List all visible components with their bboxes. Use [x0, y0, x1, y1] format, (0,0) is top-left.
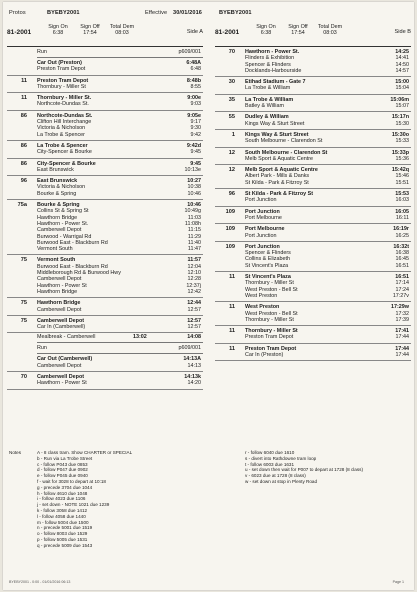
trip-block: [7, 354, 203, 372]
stop-name: Camberwell Depot: [37, 306, 82, 313]
trip-block: [7, 298, 203, 316]
stop-name: Docklands-Harbourside: [245, 67, 302, 74]
stop-time: 11:47: [187, 246, 201, 253]
trip-block: [7, 200, 203, 255]
stop-name: Kings Way & Sturt Street: [245, 120, 305, 127]
stop-name: St Kilda - Park & Fitzroy St: [245, 191, 313, 198]
timing-point: [245, 156, 411, 162]
timing-point: [245, 334, 411, 340]
trip-block: [215, 207, 411, 225]
trip-block: [215, 130, 411, 148]
stop-time: 17:44: [395, 334, 409, 341]
stop-name: Thornbury - Miller St: [245, 280, 294, 287]
stop-name: Hawthorn - Power St.: [245, 49, 300, 55]
stop-name: Victoria & Nicholson: [37, 184, 86, 191]
note-line: p - follow 5005 due 1531: [37, 536, 88, 542]
stop-time: 11:29: [187, 233, 201, 240]
stop-name: South Melbourne - Clarendon St: [245, 138, 323, 145]
note-line: k - follow 3058 due 1412: [37, 507, 88, 513]
stop-time: 12:28: [187, 276, 201, 283]
stop-name: Collins & Elizabeth: [245, 256, 290, 263]
stop-time: 10:27: [187, 178, 201, 185]
stop-time: 9:42d: [186, 142, 201, 149]
stop-name: South Melbourne - Clarendon St: [245, 149, 328, 156]
stop-time: 14:13A: [183, 356, 201, 363]
timing-point: [37, 324, 203, 330]
stop-time: 15:51: [395, 179, 409, 186]
stop-name: West Preston - Bell St: [245, 310, 298, 317]
notes-label: Notes: [9, 450, 22, 455]
stop-time: 12:04: [187, 263, 201, 270]
stop-name: Melb Sport & Aquatic Centre: [245, 155, 314, 162]
stop-name: West Preston - Bell St: [245, 286, 298, 293]
stop-time: 16:05: [395, 208, 409, 215]
stop-time: 12:57: [187, 317, 201, 324]
run-header-2: Run p609/001: [37, 343, 203, 354]
stop-time: 9:45: [190, 149, 201, 156]
stop-name: West Preston: [245, 292, 278, 299]
route-number: 11: [229, 274, 235, 281]
trip-block: [215, 272, 411, 302]
stop-name: Thornbury - Miller St: [245, 316, 294, 323]
stop-time: 9:30: [190, 125, 201, 132]
stop-name: City-Spencer & Bourke: [37, 149, 92, 156]
stop-time: 10:13e: [184, 166, 201, 173]
stop-time: 17:32: [395, 310, 409, 317]
stop-name: Melb Sport & Aquatic Centre: [245, 167, 318, 174]
timing-point: [37, 132, 203, 138]
trip-block: [7, 176, 203, 200]
sign-off: Sign Off 17:54: [80, 24, 100, 36]
stop-name: Hawthorn - Power St: [37, 380, 87, 387]
stop-time: 15:42q: [391, 167, 409, 174]
timing-point: [37, 246, 203, 252]
note-line: n - precede 5001 due 1519: [37, 525, 93, 531]
stop-time: 15:30o: [391, 131, 409, 138]
stop-time: 6:48: [190, 66, 201, 73]
timing-point: [245, 103, 411, 109]
stop-name: Burwood East - Blackburn Rd: [37, 239, 108, 246]
stop-time: 15:36: [395, 155, 409, 162]
stop-name: West Preston: [245, 304, 280, 311]
route-number: 75a: [17, 202, 27, 209]
stop-time: 9:03: [190, 101, 201, 108]
stop-name: Bourke & Spring: [37, 202, 80, 209]
stop-name: La Trobe & William: [245, 85, 291, 92]
stop-time: 16:11: [395, 214, 409, 221]
stop-name: Camberwell Depot: [37, 276, 82, 283]
stop-name: Camberwell Depot: [37, 362, 82, 369]
trip-block: [215, 302, 411, 326]
stop-time: 15:07: [395, 103, 409, 110]
stop-name: Camberwell Depot: [37, 317, 85, 324]
stop-name: Victoria & Nicholson: [37, 125, 86, 132]
timing-point: [37, 167, 203, 173]
stop-time: 11:03: [187, 214, 201, 221]
stop-time: 8:48b: [186, 77, 201, 84]
stop-time: 11:57: [187, 257, 201, 264]
stop-time: 10:46: [187, 190, 201, 197]
stop-time: 14:25: [395, 49, 409, 55]
stop-name: Hawthorn Bridge: [37, 214, 78, 221]
stop-name: Northcote-Dundas St.: [37, 112, 93, 119]
sign-on: Sign On 6:38: [256, 24, 276, 36]
route-number: 1: [231, 131, 235, 138]
side-b-duty-header: [215, 24, 411, 47]
route-number: 11: [229, 304, 235, 311]
trip-block: [215, 189, 411, 207]
note-line: c - follow P043 due 0853: [37, 461, 88, 467]
timing-point: [245, 138, 411, 144]
route-number: 109: [225, 208, 235, 215]
note-line: e - follow P045 due 0940: [37, 473, 88, 479]
stop-name: Port Junction: [245, 243, 280, 250]
note-line: l - follow 4058 due 1440: [37, 513, 86, 519]
header-right-code: BYEBY2001: [219, 10, 252, 16]
timing-point: [245, 121, 411, 127]
duty-id: 81-2001: [215, 29, 240, 36]
stop-time: 14:57: [395, 67, 409, 74]
timetable-page: [3, 2, 414, 590]
total-dem: Total Dem 08:03: [109, 24, 135, 36]
side-b-column: [215, 24, 411, 361]
timing-point: [37, 84, 203, 90]
stop-time: 16:38: [395, 250, 409, 257]
trip-block: [215, 112, 411, 130]
footer-right: Page 1: [392, 580, 404, 584]
stop-time: 14:41: [395, 55, 409, 62]
timing-point: [37, 289, 203, 295]
stop-name: City-Spencer & Bourke: [37, 160, 96, 167]
stop-name: Preston Tram Depot: [245, 345, 297, 352]
timing-point: [37, 380, 203, 386]
stop-time: 16:25: [395, 232, 409, 239]
timing-point: [245, 68, 411, 74]
trip-block: [7, 141, 203, 159]
trip-block: [215, 224, 411, 242]
timing-point: [245, 197, 411, 203]
stop-time: 14:13k: [184, 373, 201, 380]
timing-point: [37, 363, 203, 369]
timing-point: [245, 263, 411, 269]
header-left-label: Protos: [9, 10, 26, 16]
timing-point: [37, 307, 203, 313]
stop-time: 16:51: [395, 274, 409, 281]
timing-point: [245, 352, 411, 358]
duty-id: 81-2001: [7, 29, 32, 36]
stop-time: 17:27v: [392, 292, 409, 299]
route-number: 11: [229, 345, 235, 352]
stop-time: 17:41: [395, 328, 409, 335]
timing-point: [245, 317, 411, 323]
stop-name: Car Out (Camberwell): [37, 356, 93, 363]
stop-time: 17:44: [395, 345, 409, 352]
timing-point: [245, 180, 411, 186]
header-left-code: BYEBY2001: [47, 10, 80, 16]
stop-name: Vermont South: [37, 246, 73, 253]
stop-time: 11:40: [187, 239, 201, 246]
note-line: A - 8 class tram. Show CHARTER or SPECIAL: [37, 450, 133, 455]
stop-name: Car Out (Preston): [37, 60, 82, 66]
stop-name: Camberwell Depot: [37, 227, 82, 234]
trip-block: [7, 159, 203, 177]
note-line: i - follow 4023 due 1106: [37, 496, 86, 502]
stop-time: 11:08h: [184, 220, 201, 227]
stop-name: Hawthorn Bridge: [37, 288, 78, 295]
route-number: 75: [20, 257, 27, 264]
stop-time: 12:10: [187, 270, 201, 277]
stop-time: 10:38: [187, 184, 201, 191]
stop-time: 15:00: [395, 79, 409, 86]
stop-time: 14:50: [395, 61, 409, 68]
stop-time: 12:42: [187, 288, 201, 295]
stop-name: Bourke & Spring: [37, 190, 77, 197]
stop-name: St Vincent's Plaza: [245, 274, 291, 281]
stop-time: 16:19r: [393, 226, 409, 233]
stop-time: 9:05e: [187, 112, 201, 119]
stop-name: Hawthorn - Power St: [37, 282, 87, 289]
route-number: 109: [225, 243, 235, 250]
stop-time: 12:37j: [186, 282, 201, 289]
stop-time: 17:29w: [391, 304, 409, 311]
stop-name: Hawthorn - Power St.: [37, 220, 89, 227]
note-line: h - follow 4610 due 1048: [37, 490, 88, 496]
trip-block: [215, 344, 411, 362]
stop-time: 15:30: [395, 120, 409, 127]
note-line: w - set down at stop in Plenty Road: [245, 478, 318, 484]
route-number: 35: [228, 96, 235, 103]
stop-time: 9:17: [190, 119, 201, 126]
stop-time: 8:55: [190, 83, 201, 90]
stop-time: 17:14: [395, 280, 409, 287]
timing-point: [37, 191, 203, 197]
timing-point: [245, 233, 411, 239]
note-line: u - set down then wait for P007 to depart at 1728 (8 class): [245, 467, 363, 473]
stop-time: 14:20: [187, 380, 201, 387]
timing-point: [245, 293, 411, 299]
stop-name: St Kilda - Park & Fitzroy St: [245, 179, 309, 186]
stop-name: Spencer & Flinders: [245, 250, 291, 257]
stop-name: Thornbury - Miller St.: [37, 95, 92, 102]
route-number: 70: [20, 373, 27, 380]
stop-name: Preston Tram Depot: [37, 77, 89, 84]
stop-time: 16:45: [395, 256, 409, 263]
route-number: 30: [228, 79, 235, 86]
stop-name: Thornbury - Miller St: [245, 328, 298, 335]
stop-name: Camberwell Depot: [37, 373, 85, 380]
trip-block: [215, 77, 411, 95]
stop-time: 9:45: [190, 160, 201, 167]
route-number: 75: [20, 317, 27, 324]
stop-name: Hawthorn Bridge: [37, 300, 81, 307]
note-line: r - follow 6040 due 1610: [245, 450, 295, 455]
stop-name: Port Melbourne: [245, 214, 282, 221]
stop-time: 16:32t: [393, 243, 409, 250]
stop-time: 14:13: [187, 362, 201, 369]
stop-name: La Trobe & Spencer: [37, 142, 88, 149]
route-number: 70: [228, 49, 235, 55]
stop-name: Port Junction: [245, 232, 277, 239]
side-a-duty-header: [7, 24, 203, 47]
route-number: 11: [21, 77, 27, 84]
stop-name: East Brunswick: [37, 178, 78, 185]
route-number: 12: [228, 149, 235, 156]
stop-name: Middleborough Rd & Burwood Hwy: [37, 270, 121, 277]
stop-time: 15:46: [395, 173, 409, 180]
trip-block: [215, 95, 411, 113]
route-number: 55: [228, 114, 235, 121]
route-number: 109: [225, 226, 235, 233]
note-line: f - wait for 3028 to depart at 10:18: [37, 478, 106, 484]
route-number: 12: [228, 167, 235, 174]
stop-name: East Brunswick: [37, 166, 74, 173]
stop-name: Preston Tram Depot: [245, 334, 294, 341]
note-line: o - follow 8003 due 1529: [37, 531, 88, 537]
stop-name: Batley & William: [245, 103, 284, 110]
total-dem: Total Dem 08:03: [317, 24, 343, 36]
stop-time: 17:39: [395, 316, 409, 323]
timing-point: [37, 66, 203, 72]
stop-name: Preston Tram Depot: [37, 66, 86, 73]
trip-block: [215, 148, 411, 166]
route-number: 75: [20, 300, 27, 307]
timing-point: [245, 85, 411, 91]
stop-time: 10:46: [187, 202, 201, 209]
stop-time: 15:53: [395, 191, 409, 198]
stop-name: Etihad Stadium - Gate 7: [245, 79, 306, 86]
footer-left: BYEBY2001 - 0:00 - 01/01/2016 06:13: [9, 580, 71, 584]
stop-name: Car In (Preston): [245, 351, 284, 358]
note-line: t - follow 6003 due 1631: [245, 461, 295, 467]
timing-point: [245, 215, 411, 221]
stop-name: Thornbury - Miller St: [37, 83, 86, 90]
stop-time: 15:17n: [391, 114, 409, 121]
stop-time: 15:06m: [390, 96, 409, 103]
stop-name: Kings Way & Sturt Street: [245, 131, 309, 138]
route-number: 11: [229, 328, 235, 335]
stop-time: 10:49g: [184, 208, 201, 215]
sign-off: Sign Off 17:54: [288, 24, 308, 36]
stop-time: 12:57: [187, 306, 201, 313]
note-line: m - follow 5004 due 1500: [37, 519, 89, 525]
trip-block: [215, 165, 411, 189]
stop-time: 9:00e: [187, 95, 201, 102]
stop-time: 15:33p: [391, 149, 409, 156]
note-line: b - Run via La Trobe Street: [37, 455, 93, 461]
trip-block: [7, 255, 203, 298]
stop-name: Albert Park - Mills & Danks: [245, 173, 310, 180]
stop-name: Burwood - Warrigal Rd: [37, 233, 92, 240]
stop-time: 16:51: [395, 262, 409, 269]
meal-break: Mealbreak - Camberwell 13:02 14:08: [37, 333, 203, 343]
stop-name: St Vincent's Plaza: [245, 262, 289, 269]
run-header: Run p609/001: [37, 47, 203, 58]
stop-time: 6:48A: [186, 60, 201, 66]
note-line: d - follow P047 due 0902: [37, 467, 88, 473]
stop-time: 17:24: [395, 286, 409, 293]
stop-time: 17:44: [395, 351, 409, 358]
stop-time: 12:57: [187, 324, 201, 331]
trip-block: [7, 111, 203, 141]
note-line: g - precede 3704 due 1044: [37, 484, 93, 490]
trip-block: [7, 93, 203, 111]
stop-time: 15:04: [395, 85, 409, 92]
trip-block: [7, 316, 203, 334]
stop-time: 16:03: [395, 197, 409, 204]
stop-name: Port Junction: [245, 208, 280, 215]
route-number: 96: [228, 191, 235, 198]
stop-name: Dudley & William: [245, 114, 289, 121]
stop-name: Clifton Hill Interchange: [37, 119, 92, 126]
note-line: s - divert into Rathdowne tram loop: [245, 455, 317, 461]
trip-block: [215, 326, 411, 344]
stop-name: Flinders & Exhibition: [245, 55, 295, 62]
route-number: 86: [20, 142, 27, 149]
stop-name: Port Melbourne: [245, 226, 285, 233]
stop-name: Spencer & Flinders: [245, 61, 291, 68]
timing-point: [37, 149, 203, 155]
side-label: Side B: [394, 29, 411, 35]
stop-name: La Trobe & Spencer: [37, 131, 85, 138]
route-number: 86: [20, 160, 27, 167]
effective-label: Effective: [145, 10, 168, 16]
route-number: 96: [20, 178, 27, 185]
route-number: 11: [21, 95, 27, 102]
trip-block: [7, 76, 203, 94]
sign-on: Sign On 6:38: [48, 24, 68, 36]
side-label: Side A: [186, 29, 203, 35]
stop-name: Car In (Camberwell): [37, 324, 86, 331]
stop-name: La Trobe & William: [245, 96, 294, 103]
trip-block: [7, 58, 203, 76]
trip-block: [215, 242, 411, 272]
effective-date: 30/01/2016: [173, 10, 202, 16]
route-number: 86: [20, 112, 27, 119]
note-line: q - precede 5009 due 1543: [37, 542, 93, 548]
stop-name: Burwood East - Blackburn Rd: [37, 263, 108, 270]
note-line: j - set down - NOTE 1021 due 1239: [37, 502, 110, 508]
note-line: v - 6023 due at 1728 (8 class): [245, 473, 306, 479]
trip-block: [215, 47, 411, 77]
stop-name: Vermont South: [37, 257, 76, 264]
stop-name: Northcote-Dundas St.: [37, 101, 89, 108]
timing-point: [37, 101, 203, 107]
trip-block: [7, 372, 203, 390]
stop-name: Port Junction: [245, 197, 277, 204]
side-a-column: [7, 24, 203, 390]
stop-time: 12:44: [187, 300, 201, 307]
stop-time: 9:42: [190, 131, 201, 138]
stop-time: 11:15: [187, 227, 201, 234]
stop-name: Collins St & Spring St: [37, 208, 89, 215]
stop-time: 15:33: [395, 138, 409, 145]
